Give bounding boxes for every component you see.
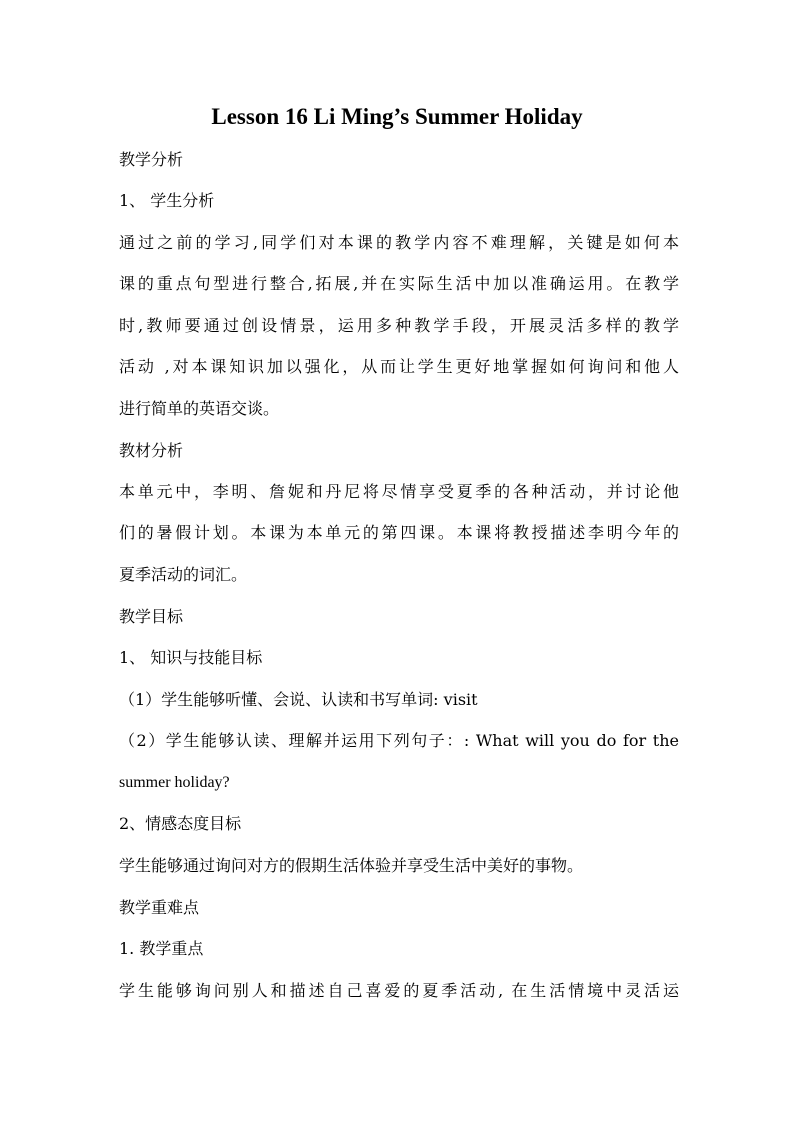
- subheading-attitude: 2、情感态度目标: [119, 814, 242, 833]
- paragraph-line: 活动 ,对本课知识加以强化，从而让学生更好地掌握如何询问和他人: [119, 357, 679, 376]
- objective-item-1: （1）学生能够听懂、会说、认读和书写单词: visit: [119, 690, 478, 709]
- paragraph-line: 夏季活动的词汇。: [119, 565, 248, 584]
- document-title: Lesson 16 Li Ming’s Summer Holiday: [211, 104, 583, 129]
- subheading-knowledge-skills: 1、 知识与技能目标: [119, 648, 263, 667]
- paragraph-line: 时,教师要通过创设情景，运用多种教学手段，开展灵活多样的教学: [119, 316, 679, 335]
- section-heading-key-points: 教学重难点: [119, 898, 200, 917]
- paragraph-line: 本单元中，李明、詹妮和丹尼将尽情享受夏季的各种活动，并讨论他: [119, 482, 679, 501]
- paragraph-line: 课的重点句型进行整合,拓展,并在实际生活中加以准确运用。在教学: [119, 274, 679, 293]
- paragraph-line: 进行简单的英语交谈。: [119, 399, 280, 418]
- paragraph-line: 学生能够通过询问对方的假期生活体验并享受生活中美好的事物。: [119, 856, 584, 875]
- paragraph-line: 通过之前的学习,同学们对本课的教学内容不难理解，关键是如何本: [119, 233, 679, 252]
- subheading-teaching-focus: 1. 教学重点: [119, 939, 204, 958]
- subheading-student-analysis: 1、 学生分析: [119, 191, 215, 210]
- paragraph-line: 学生能够询问别人和描述自己喜爱的夏季活动, 在生活情境中灵活运: [119, 981, 679, 1000]
- section-heading-objectives: 教学目标: [119, 607, 184, 626]
- section-heading-material: 教材分析: [119, 441, 184, 460]
- section-heading-analysis: 教学分析: [119, 150, 184, 169]
- paragraph-line: 们的暑假计划。本课为本单元的第四课。本课将教授描述李明今年的: [119, 523, 679, 542]
- objective-item-2: （2）学生能够认读、理解并运用下列句子：: What will you do for the: [119, 731, 679, 750]
- objective-item-2-continued: summer holiday?: [119, 774, 230, 791]
